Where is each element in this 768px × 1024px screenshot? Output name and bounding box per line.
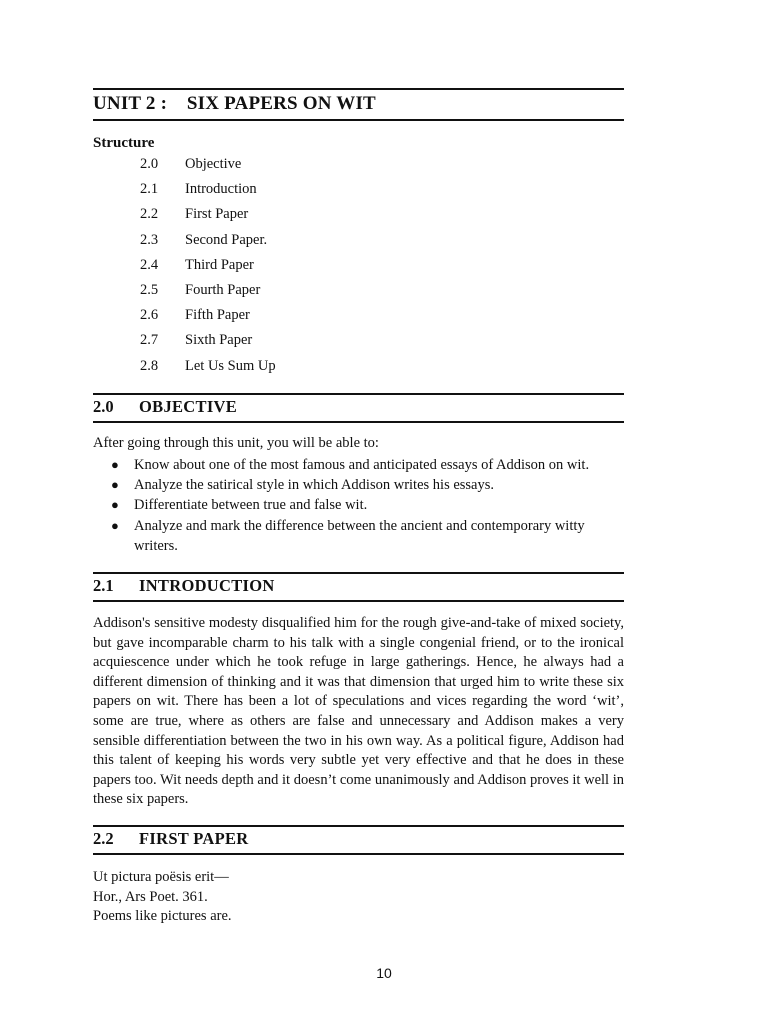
structure-item-number: 2.4 (140, 256, 159, 273)
bullet-icon: ● (111, 457, 119, 472)
structure-item-label: Introduction (185, 181, 257, 198)
objective-heading-bar (93, 393, 624, 423)
list-item (93, 475, 624, 495)
objective-lead: After going through this unit, you will be able to: (93, 435, 379, 451)
structure-item (140, 232, 440, 257)
structure-item-label: Fourth Paper (185, 281, 261, 298)
structure-item-number: 2.3 (140, 231, 159, 248)
structure-item-label: Objective (185, 156, 242, 172)
introduction-heading-bar (93, 572, 624, 602)
section-title: INTRODUCTION (139, 576, 275, 595)
structure-item (140, 156, 440, 181)
structure-item-number: 2.8 (140, 357, 159, 374)
page-number: 10 (376, 965, 392, 981)
section-title: OBJECTIVE (139, 397, 238, 416)
structure-item (140, 307, 440, 332)
section-number: 2.0 (93, 397, 114, 416)
structure-heading: Structure (93, 135, 155, 151)
structure-item-label: Fifth Paper (185, 307, 250, 324)
structure-item-number: 2.7 (140, 332, 159, 349)
structure-item-number: 2.5 (140, 281, 159, 298)
section-number: 2.1 (93, 576, 114, 595)
section-number: 2.2 (93, 829, 114, 848)
structure-item-number: 2.0 (140, 156, 159, 172)
list-item (93, 455, 624, 475)
structure-item-number: 2.6 (140, 307, 159, 324)
structure-item-number: 2.1 (140, 181, 159, 198)
epigraph-citation: Hor., Ars Poet. 361. (93, 888, 208, 905)
structure-item-label: Third Paper (185, 256, 254, 273)
structure-item-label: First Paper (185, 206, 249, 223)
epigraph-translation: Poems like pictures are. (93, 908, 232, 924)
structure-item (140, 282, 440, 307)
bullet-icon: ● (111, 517, 119, 533)
objective-bullet-list (93, 455, 624, 556)
unit-title: UNIT 2 : SIX PAPERS ON WIT (93, 93, 376, 114)
epigraph (93, 868, 232, 927)
bullet-icon: ● (111, 497, 119, 513)
section-title: FIRST PAPER (139, 829, 249, 848)
first-paper-heading-bar (93, 825, 624, 855)
structure-item (140, 206, 440, 231)
structure-item (140, 358, 440, 383)
unit-heading-bar (93, 88, 624, 121)
structure-item (140, 257, 440, 282)
structure-list (140, 156, 440, 383)
list-item (93, 495, 624, 515)
structure-item-label: Second Paper. (185, 231, 268, 248)
structure-item (140, 181, 440, 206)
structure-item-label: Sixth Paper (185, 332, 253, 349)
list-item (93, 516, 624, 556)
bullet-icon: ● (111, 477, 119, 493)
structure-item-number: 2.2 (140, 206, 159, 223)
structure-item (140, 332, 440, 357)
epigraph-line: Ut pictura poësis erit— (93, 869, 229, 885)
list-item-text: Differentiate between true and false wit. (134, 497, 368, 514)
list-item-text: Know about one of the most famous and anticipated essays of Addison on wit. (134, 457, 590, 473)
introduction-paragraph: Addison's sensitive modesty disqualified him for the rough give-and-take of mixed society, but gave incomparable charm to his talk with a single congenial friend, or to the ironical acquiescence under which he took refuge in large gatherings. Hence, he always had a different dimension of thinking and it was that dimension that urged him to write these six papers on wit. There has been a lot of speculations and vices regarding the word ‘wit’, some are true, where as others are false and unnecessary and Addison makes a very sensible differentiation between the two in his own way. As a political figure, Addison had this talent of keeping his words very subtle yet very effective and that he does in these papers too. Wit needs depth and it doesn’t come unanimously and Addison proves it well in these six papers. (93, 615, 624, 808)
list-item-text: Analyze the satirical style in which Addison writes his essays. (134, 477, 495, 494)
list-item-text: Analyze and mark the difference between the ancient and contemporary witty writers. (134, 517, 585, 554)
structure-item-label: Let Us Sum Up (185, 357, 276, 374)
